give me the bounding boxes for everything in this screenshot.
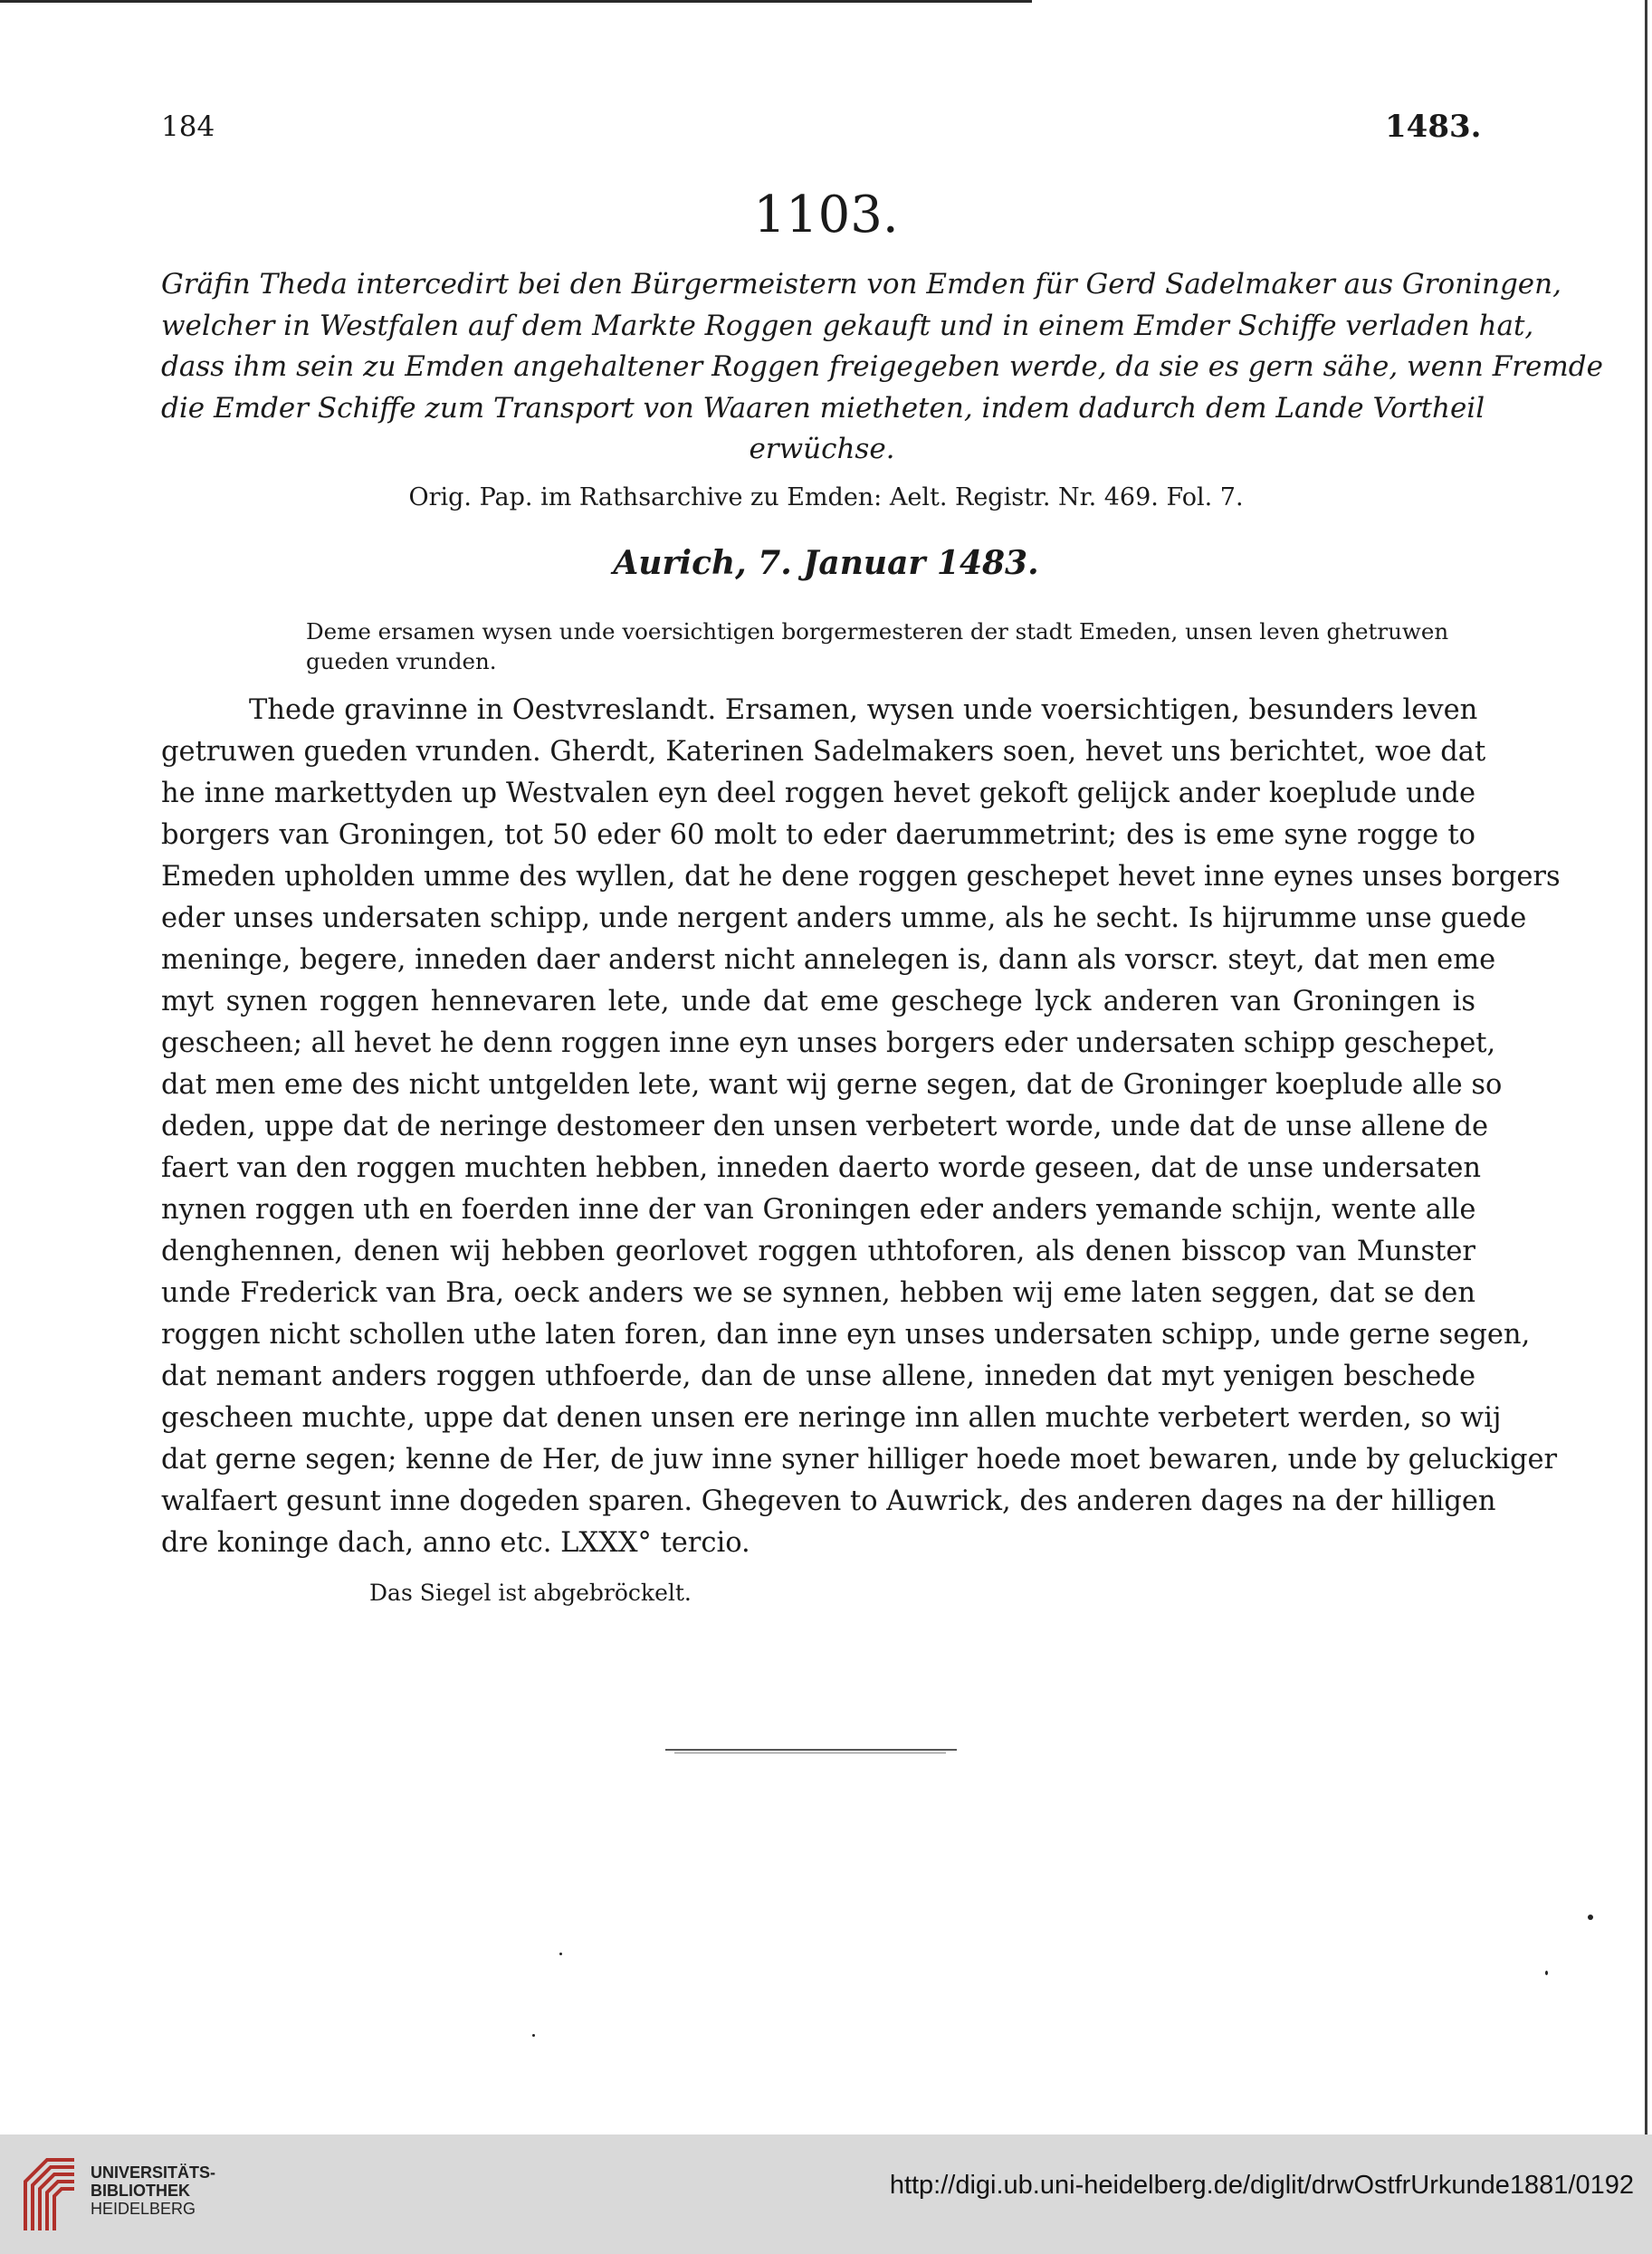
body-line: walfaert gesunt inne dogeden sparen. Ghegeven to Auwrick, des anderen dages na der hilligen <box>161 1485 1496 1517</box>
library-name-line: BIBLIOTHEK <box>91 2182 190 2200</box>
library-name-line: UNIVERSITÄTS- <box>91 2163 216 2182</box>
library-name <box>91 2163 215 2218</box>
body-line: meninge, begere, inneden daer anderst nicht annelegen is, dann als vorscr. steyt, dat men eme <box>161 944 1496 976</box>
section-separator <box>665 1749 957 1754</box>
body-line: myt synen roggen hennevaren lete, unde dat eme geschege lyck anderen van Groningen is <box>161 986 1475 1017</box>
scan-speck <box>532 2034 535 2037</box>
body-line: he inne markettyden up Westvalen eyn deel roggen hevet gekoft gelijck ander koeplude unde <box>161 778 1475 809</box>
scan-top-border <box>0 0 1032 3</box>
dateline: Aurich, 7. Januar 1483. <box>613 544 1039 582</box>
digitization-footer <box>0 2135 1652 2254</box>
page-number: 184 <box>161 110 215 143</box>
document-number: 1103. <box>753 186 899 244</box>
regest-line: die Emder Schiffe zum Transport von Waaren mietheten, indem dadurch dem Lande Vortheil <box>161 391 1485 425</box>
seal-note: Das Siegel ist abgebröckelt. <box>369 1580 692 1606</box>
body-line: faert van den roggen muchten hebben, inneden daerto worde geseen, dat de unse undersaten <box>161 1152 1482 1184</box>
body-line: dat nemant anders roggen uthfoerde, dan de unse allene, inneden dat myt yenigen beschede <box>161 1361 1475 1392</box>
regest-line: welcher in Westfalen auf dem Markte Roggen gekauft und in einem Emder Schiffe verladen hat, <box>161 309 1534 342</box>
regest-line: erwüchse. <box>749 433 895 465</box>
body-line: roggen nicht schollen uthe laten foren, dan inne eyn unses undersaten schipp, unde gerne segen, <box>161 1319 1531 1351</box>
body-line: eder unses undersaten schipp, unde nergent anders umme, als he secht. Is hijrumme unse guede <box>161 903 1527 934</box>
source-citation: Orig. Pap. im Rathsarchive zu Emden: Aelt. Registr. Nr. 469. Fol. 7. <box>408 483 1244 511</box>
regest-line: Gräfin Theda intercedirt bei den Bürgermeistern von Emden für Gerd Sadelmaker aus Groningen, <box>161 268 1561 301</box>
body-line: unde Frederick van Bra, oeck anders we se synnen, hebben wij eme laten seggen, dat se den <box>161 1277 1475 1309</box>
body-line: denghennen, denen wij hebben georlovet roggen uthtoforen, als denen bisscop van Munster <box>161 1236 1475 1267</box>
regest-line: dass ihm sein zu Emden angehaltener Roggen freigegeben werde, da sie es gern sähe, wenn Fremde <box>161 350 1603 383</box>
scan-speck <box>559 1953 562 1955</box>
body-line: deden, uppe dat de neringe destomeer den unsen verbetert worde, unde dat de unse allene de <box>161 1111 1489 1142</box>
body-line: borgers van Groningen, tot 50 eder 60 molt to eder daerummetrint; des is eme syne rogge to <box>161 819 1475 851</box>
body-line: getruwen gueden vrunden. Gherdt, Katerinen Sadelmakers soen, hevet uns berichtet, woe dat <box>161 736 1486 768</box>
address-block <box>306 616 1483 676</box>
scan-right-border <box>1645 0 1647 2135</box>
running-head-year: 1483. <box>1385 109 1482 145</box>
body-line: Thede gravinne in Oestvreslandt. Ersamen, wysen unde voersichtigen, besunders leven <box>249 694 1478 726</box>
body-line: dat men eme des nicht untgelden lete, want wij gerne segen, dat de Groninger koeplude alle so <box>161 1069 1503 1101</box>
address-line: gueden vrunden. <box>306 648 497 674</box>
regest-summary <box>161 264 1603 471</box>
scan-speck <box>1588 1915 1593 1920</box>
address-line: Deme ersamen wysen unde voersichtigen borgermesteren der stadt Emeden, unsen leven ghetruwen <box>306 618 1449 645</box>
body-line: gescheen; all hevet he denn roggen inne eyn unses borgers eder undersaten schipp geschepet, <box>161 1027 1496 1059</box>
letter-body <box>161 690 1561 1564</box>
library-name-line: HEIDELBERG <box>91 2200 196 2218</box>
body-line: gescheen muchte, uppe dat denen unsen ere neringe inn allen muchte verbetert werden, so wij <box>161 1402 1502 1434</box>
library-logo-icon <box>20 2154 80 2234</box>
body-line: Emeden upholden umme des wyllen, dat he dene roggen geschepet hevet inne eynes unses borgers <box>161 861 1561 893</box>
body-line: dre koninge dach, anno etc. LXXX° tercio. <box>161 1527 750 1559</box>
source-url-link[interactable]: http://digi.ub.uni-heidelberg.de/diglit/drwOstfrUrkunde1881/0192 <box>889 2171 1634 2200</box>
scan-speck <box>1545 1971 1548 1975</box>
body-line: dat gerne segen; kenne de Her, de juw inne syner hilliger hoede moet bewaren, unde by geluckiger <box>161 1444 1558 1476</box>
body-line: nynen roggen uth en foerden inne der van Groningen eder anders yemande schijn, wente alle <box>161 1194 1476 1226</box>
